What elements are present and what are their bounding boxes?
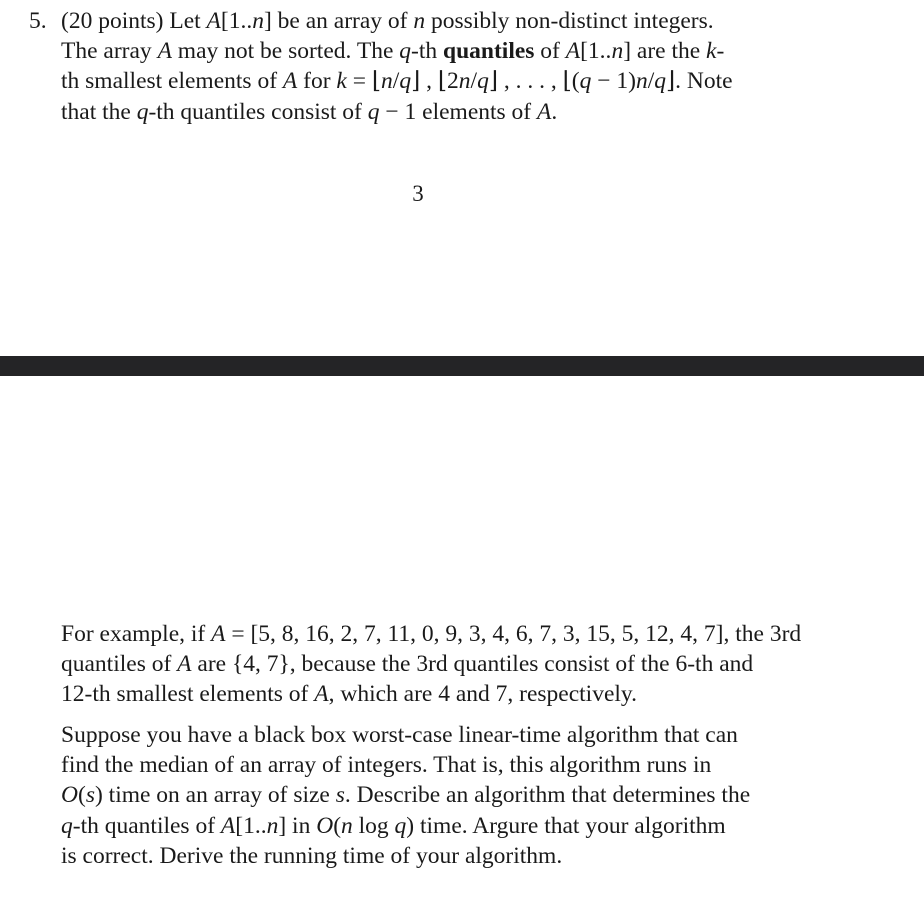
page-upper — [0, 0, 924, 356]
task-line-1: Suppose you have a black box worst-case linear-time algorithm that can — [61, 722, 738, 748]
task-line-3: O(s) time on an array of size s. Describe an algorithm that determines the — [61, 782, 751, 809]
example-line-3: 12-th smallest elements of A, which are 4 and 7, respectively. — [61, 681, 638, 708]
bold-term: quantiles — [443, 38, 535, 65]
example-paragraph — [61, 619, 837, 710]
problem-line-1: (20 points) Let A[1..n] be an array of n possibly non-distinct integers. — [61, 8, 714, 34]
page-separator — [0, 356, 924, 376]
page-number: 3 — [412, 181, 424, 206]
task-line-5: is correct. Derive the running time of your algorithm. — [61, 842, 563, 869]
example-line-1: For example, if A = [5, 8, 16, 2, 7, 11, 0, 9, 3, 4, 6, 7, 3, 15, 5, 12, 4, 7], the 3rd — [61, 621, 802, 647]
example-result: {4, 7} — [231, 651, 290, 678]
example-line-2: quantiles of A are {4, 7}, because the 3rd quantiles consist of the 6-th and — [61, 651, 754, 678]
problem-statement — [29, 6, 837, 127]
problem-line-4: that the q-th quantiles consist of q − 1 elements of A. — [61, 98, 558, 125]
problem-line-2: The array A may not be sorted. The q-th quantiles of A[1..n] are the k- — [61, 38, 725, 65]
problem-line-3: th smallest elements of A for k = ⌊n/q⌋ , ⌊2n/q⌋ , . . . , ⌊(q − 1)n/q⌋. Note — [61, 68, 733, 95]
task-line-4: q-th quantiles of A[1..n] in O(n log q) time. Argure that your algorithm — [61, 812, 726, 839]
problem-number: 5. — [29, 8, 47, 34]
task-paragraph — [61, 720, 837, 871]
task-line-2: find the median of an array of integers. That is, this algorithm runs in — [61, 752, 712, 779]
